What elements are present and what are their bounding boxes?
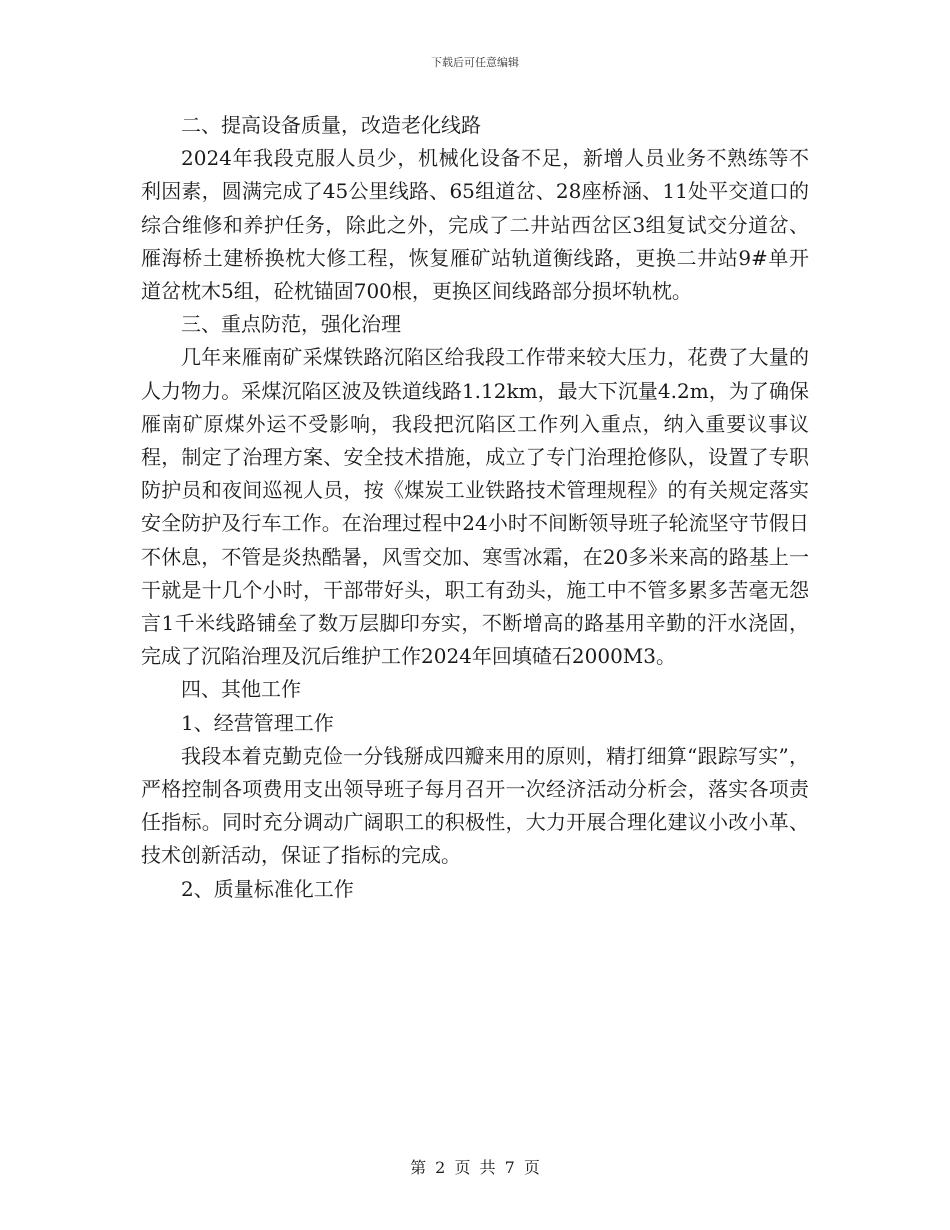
subsection-heading-management: 1、经营管理工作 bbox=[181, 710, 334, 735]
paragraph-prevention: 几年来雁南矿采煤铁路沉陷区给我段工作带来较大压力，花费了大量的人力物力。采煤沉陷区波及铁道线路1.12km，最大下沉量4.2m，为了确保雁南矿原煤外运不受影响，我段把沉陷区工作列入重点，纳入重要议事议程，制定了治理方案、安全技术措施，成立了专门治理抢修队，设置了专职防护员和夜间巡视人员，按《煤炭工业铁路技术管理规程》的有关规定落实安全防护及行车工作。在治理过程中24小时不间断领导班子轮流坚守节假日不休息，不管是炎热酷暑，风雪交加、寒雪冰霜，在20多米来高的路基上一干就是十几个小时，干部带好头，职工有劲头，施工中不管多累多苦毫无怨言1千米线路铺垒了数万层脚印夯实，不断增高的路基用辛勤的汗水浇固，完成了沉陷治理及沉后维护工作2024年回填碴石2000M3。 bbox=[141, 345, 809, 669]
subsection-heading-quality: 2、质量标准化工作 bbox=[181, 876, 354, 901]
section-heading-prevention: 三、重点防范，强化治理 bbox=[181, 312, 401, 337]
section-heading-other: 四、其他工作 bbox=[181, 677, 301, 702]
page-number: 第 2 页 共 7 页 bbox=[410, 1158, 540, 1177]
section-heading-equipment: 二、提高设备质量，改造老化线路 bbox=[181, 113, 481, 137]
paragraph-equipment: 2024年我段克服人员少，机械化设备不足，新增人员业务不熟练等不利因素，圆满完成了45公里线路、65组道岔、28座桥涵、11处平交道口的综合维修和养护任务，除此之外，完成了二井站西岔区3组复试交分道岔、雁海桥土建桥换枕大修工程，恢复雁矿站轨道衡线路，更换二井站9#单开道岔枕木5组，砼枕锚固700根，更换区间线路部分损坏轨枕。 bbox=[141, 146, 809, 304]
paragraph-management: 我段本着克勤克俭一分钱掰成四瓣来用的原则，精打细算“跟踪写实”，严格控制各项费用支出领导班子每月召开一次经济活动分析会，落实各项责任指标。同时充分调动广阔职工的积极性，大力开展合理化建议小改小革、技术创新活动，保证了指标的完成。 bbox=[141, 743, 809, 868]
page-header: 下载后可任意编辑 bbox=[431, 56, 519, 69]
document-body bbox=[141, 109, 809, 906]
